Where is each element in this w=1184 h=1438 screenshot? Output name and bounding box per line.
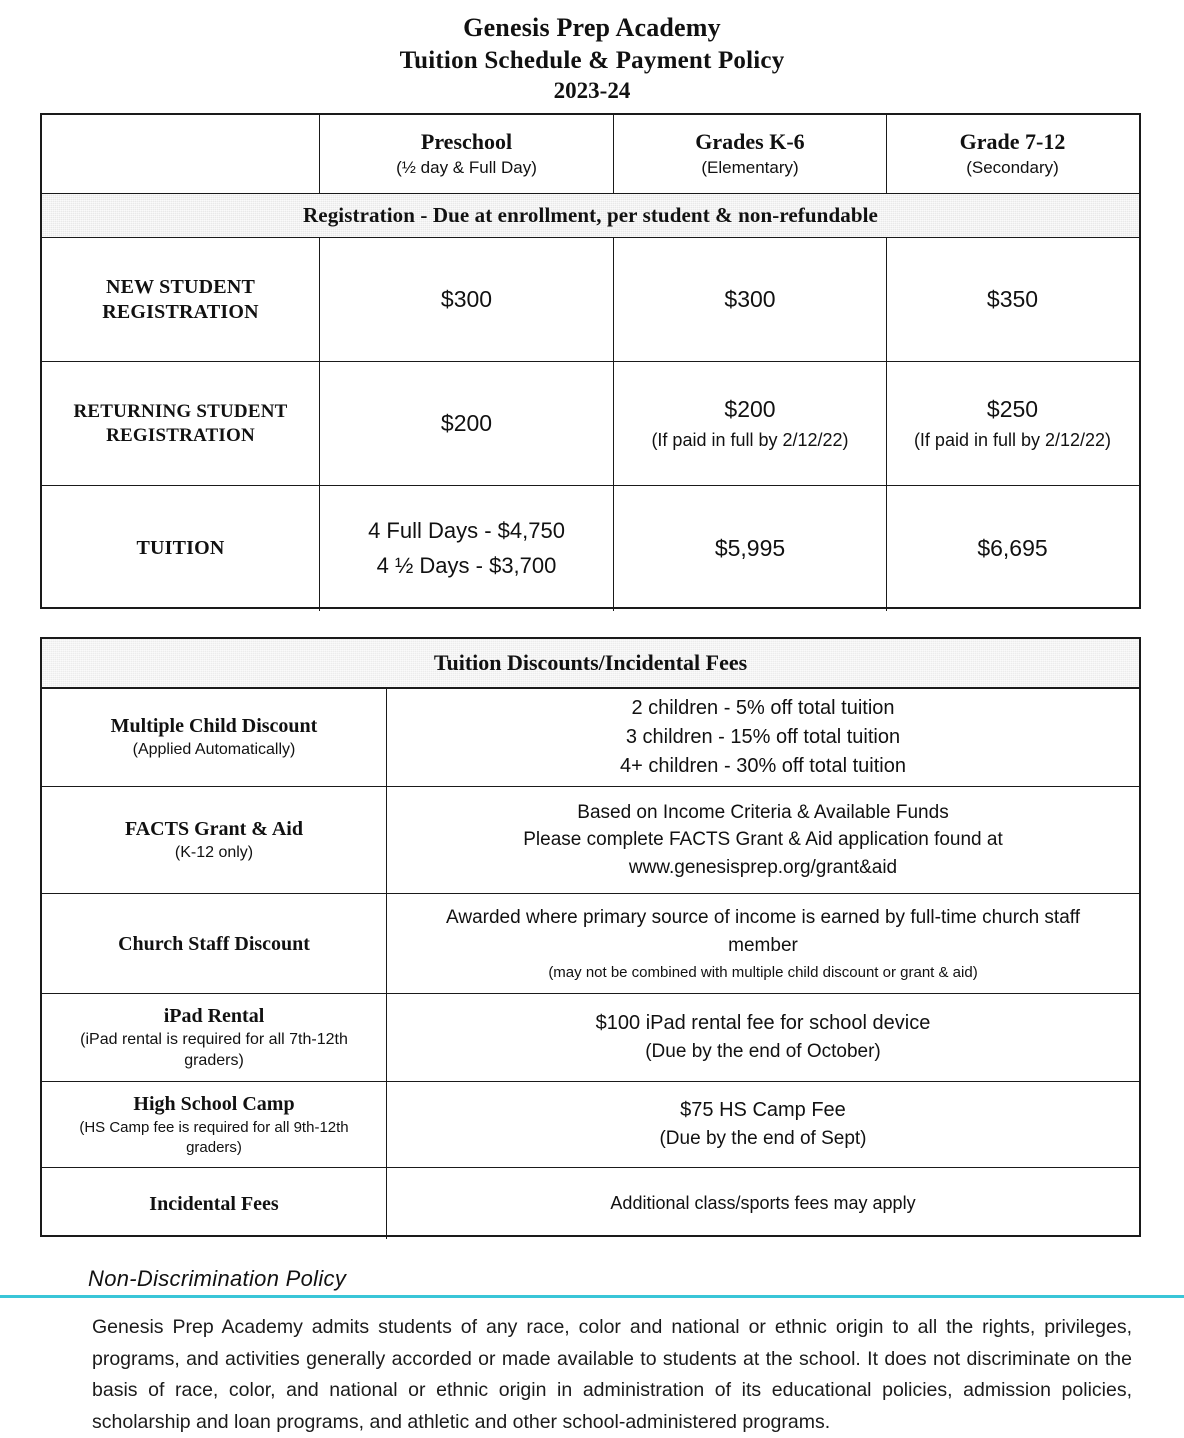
amount-value: $6,695 <box>977 534 1048 561</box>
fee-name: iPad Rental <box>163 1004 265 1027</box>
policy-heading: Non-Discrimination Policy <box>88 1266 347 1291</box>
cell-returning-student-7-12 <box>887 362 1138 485</box>
row-label-line: NEW STUDENT <box>105 275 256 298</box>
fee-label-high-school-camp <box>42 1082 387 1167</box>
cell-tuition-k6 <box>614 486 887 611</box>
row-label-line: RETURNING STUDENT <box>73 400 288 422</box>
registration-banner-row <box>42 194 1139 238</box>
fee-value-facts-grant-aid <box>387 787 1139 893</box>
amount-note: (If paid in full by 2/12/22) <box>651 430 849 451</box>
amount-value: $350 <box>986 285 1039 312</box>
fee-name: Church Staff Discount <box>118 932 310 955</box>
amount-value: $250 <box>986 396 1039 423</box>
fee-due-date: (Due by the end of October) <box>645 1041 881 1063</box>
policy-divider-rule <box>0 1295 1184 1298</box>
fee-detail-line: Additional class/sports fees may apply <box>610 1193 916 1214</box>
row-label-line: REGISTRATION <box>102 300 259 323</box>
table-row <box>42 238 1139 362</box>
fee-subtitle: (HS Camp fee is required for all 9th-12th graders) <box>79 1119 349 1156</box>
table-row <box>42 994 1139 1082</box>
table-header-row <box>42 115 1139 194</box>
fees-banner-text: Tuition Discounts/Incidental Fees <box>433 650 748 675</box>
fee-value-ipad-rental <box>387 994 1139 1081</box>
fee-value-church-staff-discount <box>387 894 1139 993</box>
fee-detail-line: Please complete FACTS Grant & Aid application found at <box>523 829 1003 851</box>
fee-name: High School Camp <box>133 1093 295 1115</box>
fee-value-high-school-camp <box>387 1082 1139 1167</box>
registration-banner-text: Registration - Due at enrollment, per student & non-refundable <box>303 203 878 227</box>
fee-detail-line: 3 children - 15% off total tuition <box>625 726 901 748</box>
fee-due-date: (Due by the end of Sept) <box>659 1128 867 1150</box>
column-subtitle: (Secondary) <box>966 158 1059 178</box>
table-row <box>42 1082 1139 1168</box>
cell-new-student-7-12 <box>887 238 1138 361</box>
column-title: Preschool <box>420 128 513 154</box>
row-label-line: TUITION <box>136 537 225 559</box>
cell-tuition-7-12 <box>887 486 1138 611</box>
school-name: Genesis Prep Academy <box>463 13 721 42</box>
cell-returning-student-preschool <box>320 362 614 485</box>
fee-detail-line: Awarded where primary source of income is earned by full-time church staff <box>446 907 1080 929</box>
fee-detail-line: 4+ children - 30% off total tuition <box>620 755 906 777</box>
header-cell-grades-k6 <box>614 115 887 193</box>
fee-detail-line: 2 children - 5% off total tuition <box>631 697 895 719</box>
amount-value: $5,995 <box>714 534 786 561</box>
tuition-discounts-fees-table <box>40 637 1141 1237</box>
table-row <box>42 689 1139 787</box>
fee-subtitle: (K-12 only) <box>174 843 254 861</box>
header-cell-blank <box>42 115 320 193</box>
school-year: 2023-24 <box>553 77 631 103</box>
amount-note: (If paid in full by 2/12/22) <box>913 430 1112 451</box>
column-title: Grades K-6 <box>695 128 805 154</box>
amount-value: $300 <box>724 285 776 312</box>
table-row <box>42 787 1139 894</box>
row-label-new-student-registration <box>42 238 320 361</box>
fee-subtitle: (iPad rental is required for all 7th-12th graders) <box>80 1030 348 1069</box>
cell-tuition-preschool <box>320 486 614 611</box>
fee-detail-line: member <box>728 935 798 956</box>
fee-name: FACTS Grant & Aid <box>125 817 303 840</box>
column-title: Grade 7-12 <box>959 128 1066 154</box>
fee-value-multiple-child-discount <box>387 689 1139 786</box>
fee-detail-line: $100 iPad rental fee for school device <box>595 1012 931 1035</box>
grant-aid-url: www.genesisprep.org/grant&aid <box>628 856 898 878</box>
column-subtitle: (Elementary) <box>701 158 799 178</box>
document-title-block <box>0 0 1184 106</box>
amount-value: $200 <box>440 409 493 436</box>
tuition-option: 4 ½ Days - $3,700 <box>376 552 557 578</box>
header-cell-grade-7-12 <box>887 115 1138 193</box>
cell-new-student-k6 <box>614 238 887 361</box>
amount-value: $300 <box>440 285 493 312</box>
fee-detail-line: $75 HS Camp Fee <box>680 1099 846 1122</box>
fee-fine-print: (may not be combined with multiple child discount or grant & aid) <box>548 963 978 981</box>
non-discrimination-policy-section <box>0 1266 1184 1438</box>
fee-name: Multiple Child Discount <box>110 715 318 738</box>
policy-body-text: Genesis Prep Academy admits students of any race, color and national or ethnic origin to all the rights, privileges, programs, and activities generally accorded or made available to students at the school. It does not discriminate on the basis of race, color, and national or ethnic origin in administration of its educational policies, admission policies, scholarship and loan programs, and athletic and other school-administered programs. <box>92 1316 1132 1433</box>
table-row <box>42 486 1139 611</box>
table-row <box>42 362 1139 486</box>
document-subtitle: Tuition Schedule & Payment Policy <box>399 46 785 74</box>
tuition-schedule-table <box>40 113 1141 609</box>
fee-name: Incidental Fees <box>149 1192 279 1215</box>
fee-label-facts-grant-aid <box>42 787 387 893</box>
fee-value-incidental-fees <box>387 1168 1139 1239</box>
header-cell-preschool <box>320 115 614 193</box>
cell-returning-student-k6 <box>614 362 887 485</box>
tuition-option: 4 Full Days - $4,750 <box>368 518 565 544</box>
cell-new-student-preschool <box>320 238 614 361</box>
table-row <box>42 1168 1139 1239</box>
row-label-line: REGISTRATION <box>106 424 255 446</box>
table-row <box>42 894 1139 994</box>
fee-label-ipad-rental <box>42 994 387 1081</box>
fees-banner-row <box>42 639 1139 689</box>
fee-label-multiple-child-discount <box>42 689 387 786</box>
row-label-returning-student-registration <box>42 362 320 485</box>
amount-value: $200 <box>724 396 776 423</box>
column-subtitle: (½ day & Full Day) <box>396 158 537 178</box>
fee-label-incidental-fees <box>42 1168 387 1239</box>
row-label-tuition <box>42 486 320 611</box>
fee-label-church-staff-discount <box>42 894 387 993</box>
fee-subtitle: (Applied Automatically) <box>132 741 296 759</box>
fee-detail-line: Based on Income Criteria & Available Funds <box>577 801 949 823</box>
